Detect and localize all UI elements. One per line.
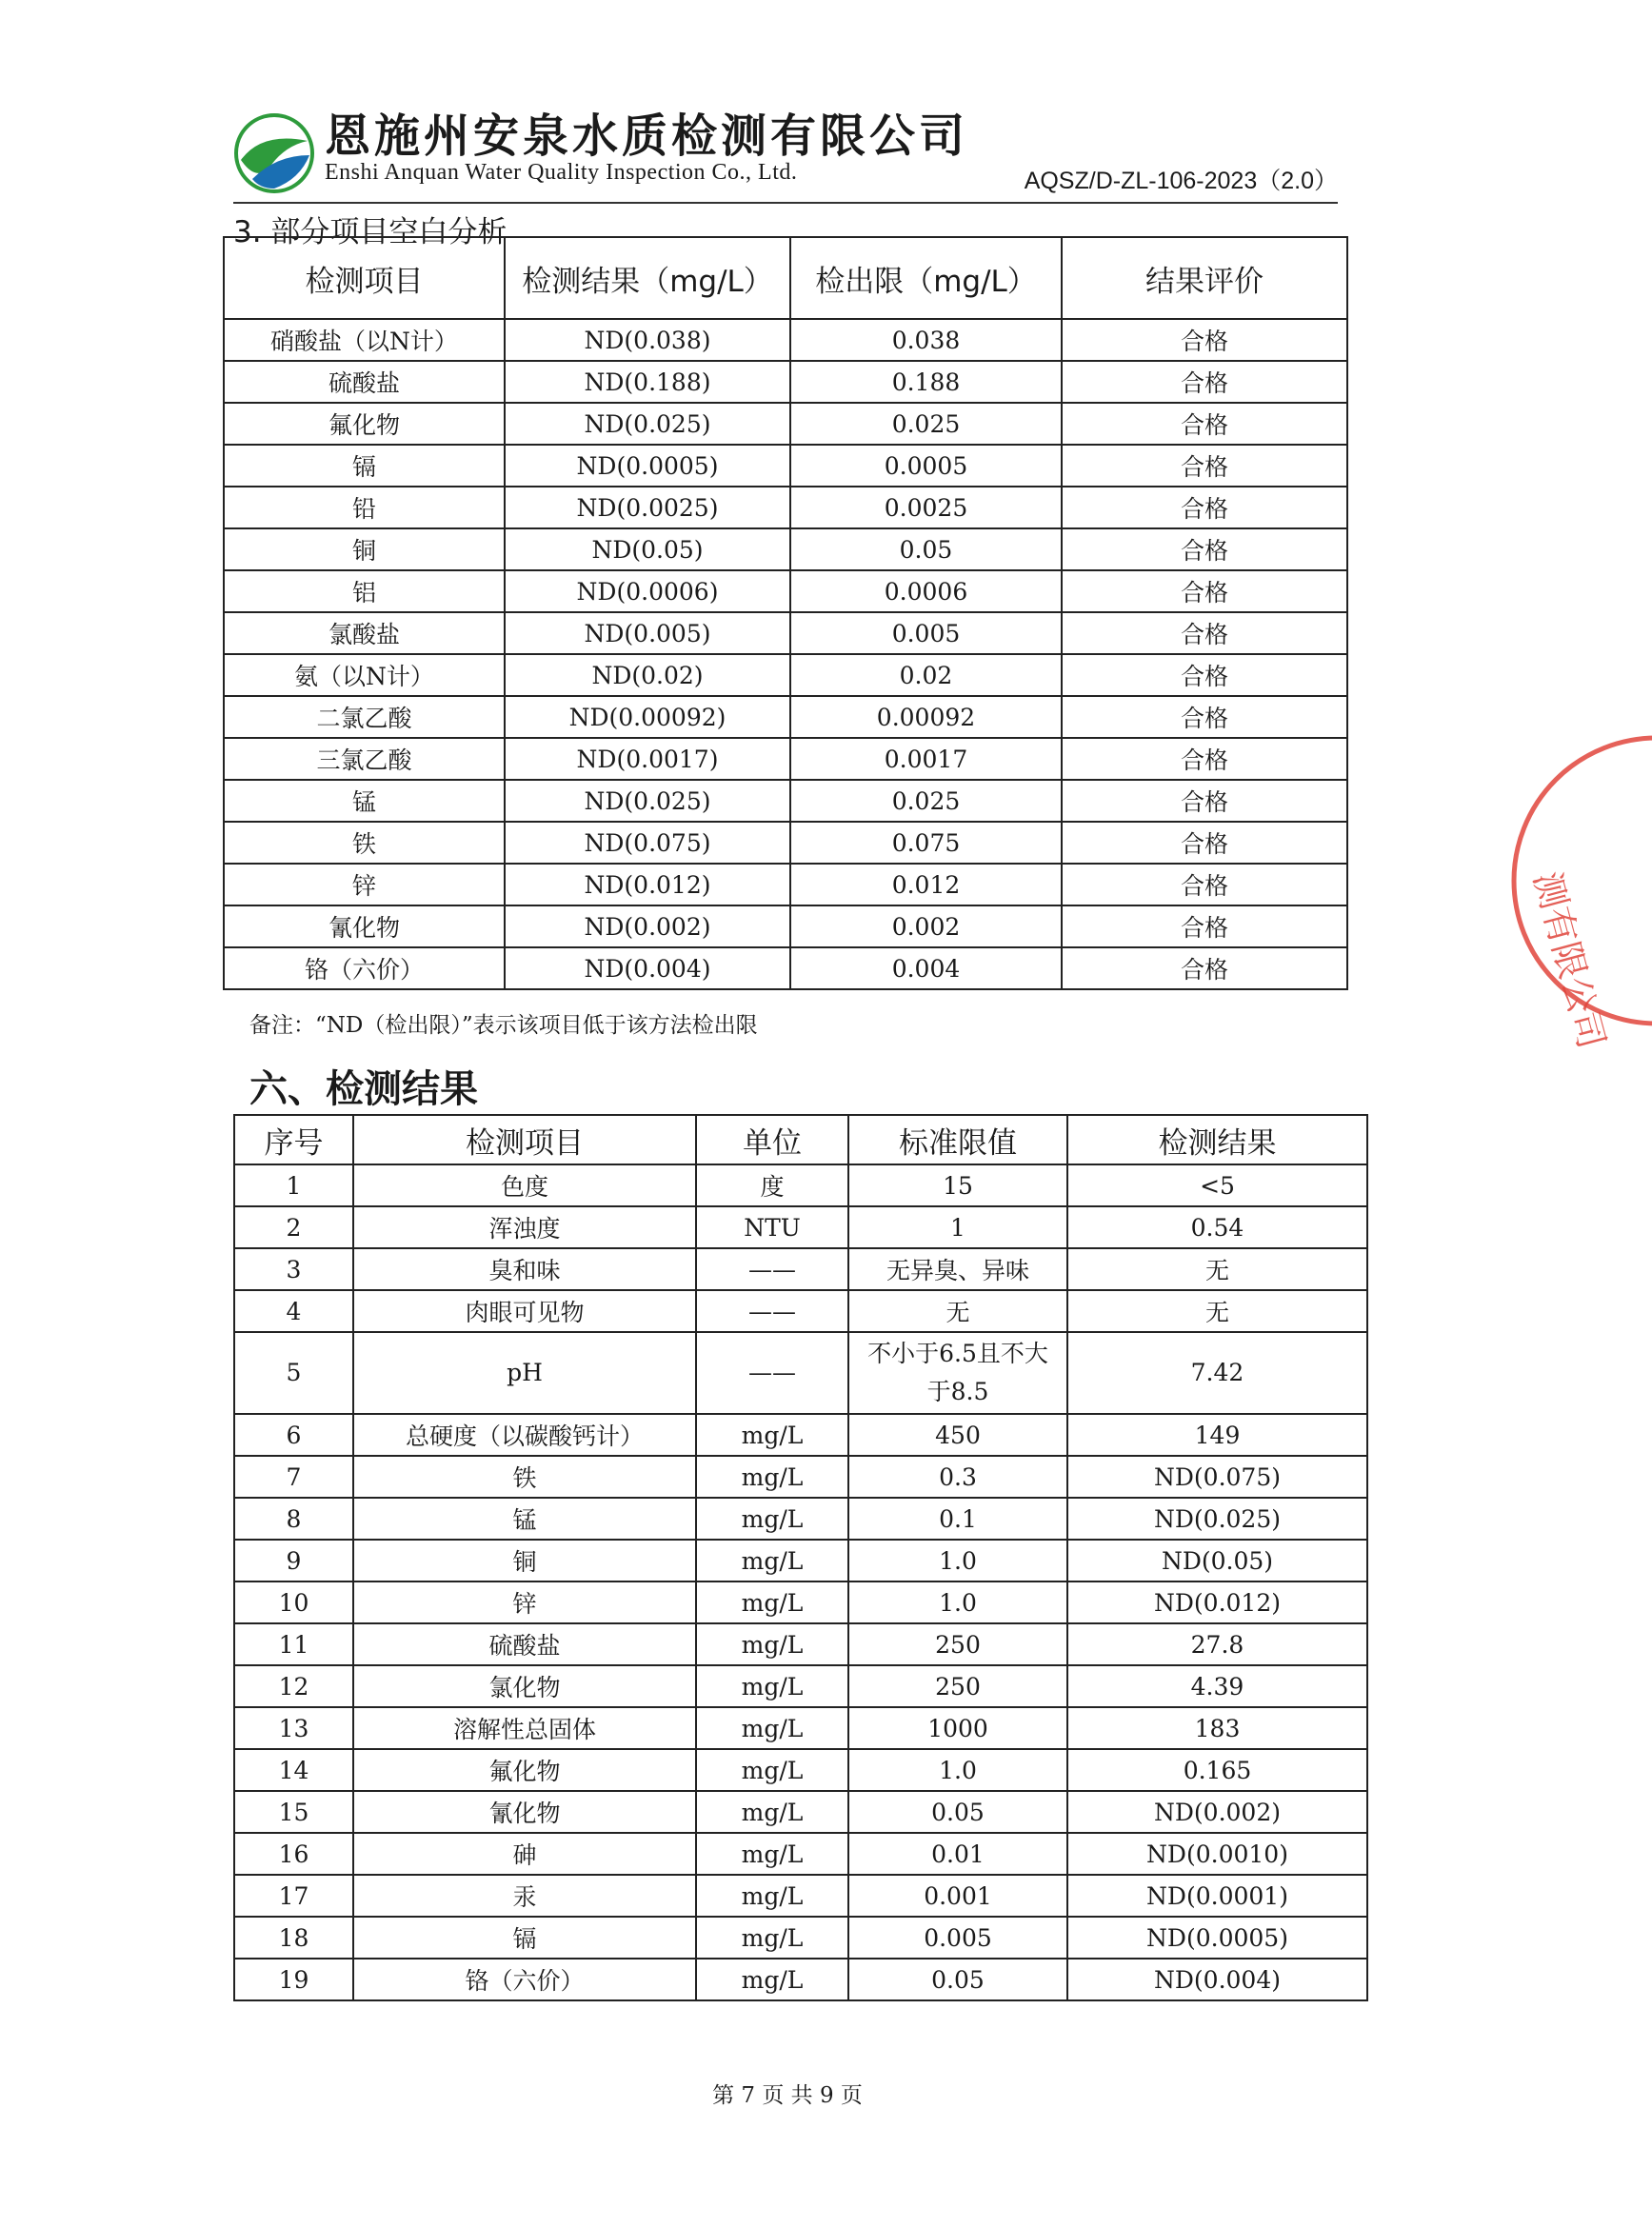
table-cell: 0.01 — [848, 1833, 1067, 1875]
table-cell: 合格 — [1062, 738, 1347, 780]
table-cell: ND(0.004) — [505, 947, 790, 989]
table-cell: ND(0.00092) — [505, 696, 790, 738]
table-cell: ND(0.188) — [505, 361, 790, 403]
table-row — [224, 570, 1347, 612]
table-cell: 0.001 — [848, 1875, 1067, 1917]
table-cell: 15 — [234, 1791, 353, 1833]
table-cell: 0.038 — [790, 319, 1062, 361]
table-cell: 0.012 — [790, 864, 1062, 905]
table-cell: 8 — [234, 1498, 353, 1540]
table-cell: 4 — [234, 1290, 353, 1332]
table-cell: 铁 — [353, 1456, 696, 1498]
table-cell: 二氯乙酸 — [224, 696, 505, 738]
table-cell: 镉 — [353, 1917, 696, 1959]
table-cell: ND(0.038) — [505, 319, 790, 361]
blank-analysis-table — [223, 236, 1348, 990]
table-row — [234, 1332, 1367, 1414]
table-row — [234, 1749, 1367, 1791]
table-cell: 铜 — [224, 528, 505, 570]
company-name-en: Enshi Anquan Water Quality Inspection Co., Ltd. — [325, 160, 798, 185]
table-cell: —— — [696, 1290, 848, 1332]
table-cell: ND(0.0010) — [1067, 1833, 1367, 1875]
table-cell: ND(0.05) — [505, 528, 790, 570]
column-header: 标准限值 — [848, 1115, 1067, 1164]
table-cell: mg/L — [696, 1414, 848, 1456]
table-cell: ND(0.0005) — [1067, 1917, 1367, 1959]
table-cell: 0.005 — [790, 612, 1062, 654]
table-cell: 0.0017 — [790, 738, 1062, 780]
table-cell: 总硬度（以碳酸钙计） — [353, 1414, 696, 1456]
table-cell: 肉眼可见物 — [353, 1290, 696, 1332]
table-cell: 无 — [1067, 1290, 1367, 1332]
table-cell: 250 — [848, 1623, 1067, 1665]
table-cell: 1.0 — [848, 1540, 1067, 1581]
table-cell: mg/L — [696, 1749, 848, 1791]
table-cell: 0.3 — [848, 1456, 1067, 1498]
table-header-row — [234, 1115, 1367, 1164]
table-cell: 无 — [1067, 1248, 1367, 1290]
table-cell: 27.8 — [1067, 1623, 1367, 1665]
table-cell: mg/L — [696, 1875, 848, 1917]
table-cell: 臭和味 — [353, 1248, 696, 1290]
table-cell: 0.004 — [790, 947, 1062, 989]
table-row — [224, 654, 1347, 696]
table-cell: 0.0005 — [790, 445, 1062, 487]
table-cell: ND(0.005) — [505, 612, 790, 654]
table-cell: 7.42 — [1067, 1332, 1367, 1414]
table-cell: 3 — [234, 1248, 353, 1290]
table-cell: 氯酸盐 — [224, 612, 505, 654]
table-cell: ND(0.05) — [1067, 1540, 1367, 1581]
table-cell: 铝 — [224, 570, 505, 612]
table-cell: ND(0.0006) — [505, 570, 790, 612]
table-cell: 7 — [234, 1456, 353, 1498]
table-cell: ND(0.025) — [505, 403, 790, 445]
company-name-cn: 恩施州安泉水质检测有限公司 — [325, 109, 969, 163]
table-cell: 合格 — [1062, 947, 1347, 989]
table-row — [224, 361, 1347, 403]
table-cell: 0.165 — [1067, 1749, 1367, 1791]
table-cell: 汞 — [353, 1875, 696, 1917]
table-cell: 0.05 — [848, 1791, 1067, 1833]
table-cell: mg/L — [696, 1791, 848, 1833]
column-header: 检测结果（mg/L） — [505, 237, 790, 319]
table-cell: 锰 — [224, 780, 505, 822]
table-cell: 合格 — [1062, 570, 1347, 612]
table-cell: 450 — [848, 1414, 1067, 1456]
table-cell: 0.05 — [790, 528, 1062, 570]
table-row — [234, 1623, 1367, 1665]
table-cell: 溶解性总固体 — [353, 1707, 696, 1749]
table-cell: 合格 — [1062, 445, 1347, 487]
table-cell: 无 — [848, 1290, 1067, 1332]
table-cell: 12 — [234, 1665, 353, 1707]
table-cell: mg/L — [696, 1623, 848, 1665]
table-cell: 砷 — [353, 1833, 696, 1875]
table-cell: NTU — [696, 1206, 848, 1248]
table-cell: mg/L — [696, 1498, 848, 1540]
table-row — [224, 864, 1347, 905]
table-cell: 17 — [234, 1875, 353, 1917]
table-cell: 0.0006 — [790, 570, 1062, 612]
table-cell: 0.00092 — [790, 696, 1062, 738]
table-cell: mg/L — [696, 1707, 848, 1749]
table-cell: 度 — [696, 1164, 848, 1206]
table-cell: 铜 — [353, 1540, 696, 1581]
table-cell: 1.0 — [848, 1749, 1067, 1791]
table-row — [224, 905, 1347, 947]
table-cell: 1 — [234, 1164, 353, 1206]
table-cell: 183 — [1067, 1707, 1367, 1749]
table-cell: 0.05 — [848, 1959, 1067, 2000]
table-cell: ND(0.012) — [1067, 1581, 1367, 1623]
blank-analysis-title: 3. 部分项目空白分析 — [233, 215, 508, 249]
table-cell: 9 — [234, 1540, 353, 1581]
table-row — [224, 780, 1347, 822]
table-row — [224, 696, 1347, 738]
table-cell: 铅 — [224, 487, 505, 528]
table-cell: 氰化物 — [353, 1791, 696, 1833]
table-cell: 镉 — [224, 445, 505, 487]
table-cell: 6 — [234, 1414, 353, 1456]
table-cell: 1 — [848, 1206, 1067, 1248]
table-cell: ND(0.004) — [1067, 1959, 1367, 2000]
table-cell: 0.002 — [790, 905, 1062, 947]
table-cell: 合格 — [1062, 822, 1347, 864]
table-cell: 硫酸盐 — [224, 361, 505, 403]
table-cell: ND(0.075) — [1067, 1456, 1367, 1498]
table-cell: 0.1 — [848, 1498, 1067, 1540]
table-cell: 1000 — [848, 1707, 1067, 1749]
table-row — [234, 1206, 1367, 1248]
stamp-text: 测有限公司 — [1525, 866, 1613, 1053]
table-cell: —— — [696, 1248, 848, 1290]
table-cell: 2 — [234, 1206, 353, 1248]
table-cell: 色度 — [353, 1164, 696, 1206]
table-row — [234, 1833, 1367, 1875]
table-cell: 16 — [234, 1833, 353, 1875]
table-cell: 合格 — [1062, 864, 1347, 905]
column-header: 检测结果 — [1067, 1115, 1367, 1164]
table-row — [234, 1665, 1367, 1707]
table-cell: 0.54 — [1067, 1206, 1367, 1248]
table-row — [234, 1581, 1367, 1623]
table-cell: 合格 — [1062, 654, 1347, 696]
table-row — [224, 947, 1347, 989]
table-cell: 硫酸盐 — [353, 1623, 696, 1665]
table-cell: 合格 — [1062, 361, 1347, 403]
table-row — [234, 1917, 1367, 1959]
table-cell: 氰化物 — [224, 905, 505, 947]
table-row — [224, 445, 1347, 487]
table-cell: ND(0.0017) — [505, 738, 790, 780]
table-cell: pH — [353, 1332, 696, 1414]
table-cell: 三氯乙酸 — [224, 738, 505, 780]
table-cell: mg/L — [696, 1833, 848, 1875]
column-header: 单位 — [696, 1115, 848, 1164]
table-cell: 锌 — [353, 1581, 696, 1623]
header-divider — [233, 202, 1338, 204]
table-row — [234, 1290, 1367, 1332]
table-cell: 14 — [234, 1749, 353, 1791]
column-header: 序号 — [234, 1115, 353, 1164]
table-row — [234, 1456, 1367, 1498]
table-cell: 氟化物 — [353, 1749, 696, 1791]
table-cell: <5 — [1067, 1164, 1367, 1206]
table-cell: 合格 — [1062, 403, 1347, 445]
table-cell: 合格 — [1062, 612, 1347, 654]
table-cell: 0.0025 — [790, 487, 1062, 528]
table-cell: 氟化物 — [224, 403, 505, 445]
table-row — [224, 738, 1347, 780]
table-row — [234, 1248, 1367, 1290]
table-note: 备注：“ND（检出限）”表示该项目低于该方法检出限 — [249, 1013, 758, 1038]
table-row — [224, 487, 1347, 528]
table-row — [234, 1791, 1367, 1833]
table-cell: 18 — [234, 1917, 353, 1959]
page-number: 第 7 页 共 9 页 — [712, 2083, 863, 2108]
table-row — [224, 822, 1347, 864]
table-cell: 硝酸盐（以N计） — [224, 319, 505, 361]
table-cell: 浑浊度 — [353, 1206, 696, 1248]
table-cell: 不小于6.5且不大于8.5 — [848, 1332, 1067, 1414]
table-cell: 合格 — [1062, 696, 1347, 738]
table-cell: 合格 — [1062, 319, 1347, 361]
table-cell: 氨（以N计） — [224, 654, 505, 696]
table-cell: 0.025 — [790, 780, 1062, 822]
table-cell: ND(0.0025) — [505, 487, 790, 528]
company-logo-icon — [233, 112, 315, 194]
table-cell: 11 — [234, 1623, 353, 1665]
table-cell: 0.02 — [790, 654, 1062, 696]
table-cell: mg/L — [696, 1581, 848, 1623]
table-cell: ND(0.02) — [505, 654, 790, 696]
table-cell: 合格 — [1062, 905, 1347, 947]
table-cell: ND(0.0005) — [505, 445, 790, 487]
table-cell: mg/L — [696, 1959, 848, 2000]
column-header: 结果评价 — [1062, 237, 1347, 319]
table-cell: mg/L — [696, 1540, 848, 1581]
letterhead — [233, 95, 1338, 200]
table-cell: 合格 — [1062, 487, 1347, 528]
table-cell: ND(0.002) — [505, 905, 790, 947]
table-cell: 0.025 — [790, 403, 1062, 445]
table-row — [234, 1164, 1367, 1206]
table-cell: 250 — [848, 1665, 1067, 1707]
table-cell: 铬（六价） — [224, 947, 505, 989]
table-cell: 4.39 — [1067, 1665, 1367, 1707]
table-cell: 5 — [234, 1332, 353, 1414]
table-cell: ND(0.0001) — [1067, 1875, 1367, 1917]
table-row — [234, 1875, 1367, 1917]
table-cell: ND(0.075) — [505, 822, 790, 864]
column-header: 检测项目 — [353, 1115, 696, 1164]
table-cell: 合格 — [1062, 780, 1347, 822]
table-cell: —— — [696, 1332, 848, 1414]
document-code: AQSZ/D-ZL-106-2023（2.0） — [1024, 168, 1338, 194]
table-cell: 0.005 — [848, 1917, 1067, 1959]
column-header: 检出限（mg/L） — [790, 237, 1062, 319]
table-cell: mg/L — [696, 1665, 848, 1707]
table-row — [234, 1540, 1367, 1581]
table-cell: ND(0.012) — [505, 864, 790, 905]
table-row — [234, 1414, 1367, 1456]
table-row — [234, 1959, 1367, 2000]
table-cell: 0.075 — [790, 822, 1062, 864]
table-cell: 1.0 — [848, 1581, 1067, 1623]
table-row — [224, 612, 1347, 654]
test-results-table — [233, 1114, 1368, 2001]
table-cell: 铬（六价） — [353, 1959, 696, 2000]
table-cell: 10 — [234, 1581, 353, 1623]
table-cell: 氯化物 — [353, 1665, 696, 1707]
table-cell: 铁 — [224, 822, 505, 864]
table-cell: mg/L — [696, 1456, 848, 1498]
table-header-row — [224, 237, 1347, 319]
column-header: 检测项目 — [224, 237, 505, 319]
table-cell: ND(0.025) — [1067, 1498, 1367, 1540]
table-cell: ND(0.025) — [505, 780, 790, 822]
table-row — [234, 1498, 1367, 1540]
company-seal-stamp — [1500, 724, 1652, 1053]
table-cell: 149 — [1067, 1414, 1367, 1456]
table-cell: 15 — [848, 1164, 1067, 1206]
table-cell: 无异臭、异味 — [848, 1248, 1067, 1290]
table-cell: 合格 — [1062, 528, 1347, 570]
table-cell: 锌 — [224, 864, 505, 905]
table-cell: 13 — [234, 1707, 353, 1749]
table-row — [224, 403, 1347, 445]
table-row — [234, 1707, 1367, 1749]
table-cell: 19 — [234, 1959, 353, 2000]
table-row — [224, 319, 1347, 361]
table-cell: 锰 — [353, 1498, 696, 1540]
table-row — [224, 528, 1347, 570]
table-cell: mg/L — [696, 1917, 848, 1959]
results-section-title: 六、检测结果 — [249, 1067, 478, 1111]
table-cell: 0.188 — [790, 361, 1062, 403]
table-cell: ND(0.002) — [1067, 1791, 1367, 1833]
